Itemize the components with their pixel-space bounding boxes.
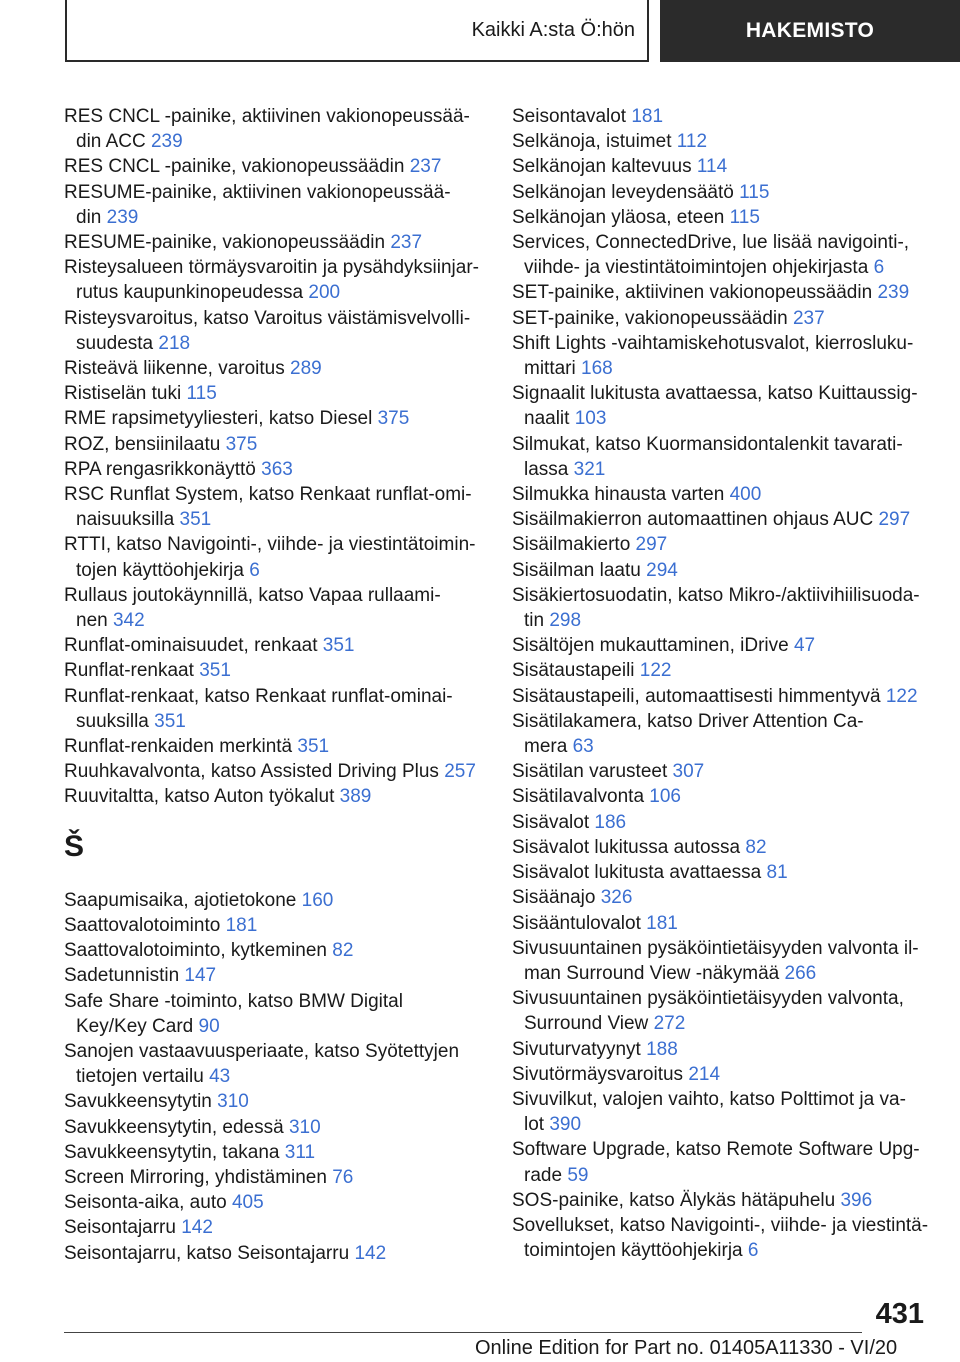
page-link[interactable]: 321: [573, 458, 606, 480]
index-entry: [64, 180, 484, 230]
entry-text: toimintojen käyttöohjekirja: [524, 1240, 748, 1262]
entry-text: Sisätilakamera, katso Driver Attention Ca-: [512, 710, 864, 732]
entry-text: Savukkeensytytin, takana: [64, 1141, 285, 1163]
entry-text: tojen käyttöohjekirja: [76, 559, 250, 581]
page-link[interactable]: 307: [672, 761, 705, 783]
entry-text: Savukkeensytytin, edessä: [64, 1116, 289, 1138]
page-link[interactable]: 186: [594, 811, 627, 833]
index-entry: [512, 154, 932, 179]
page-link[interactable]: 351: [154, 710, 186, 732]
entry-text: lot: [524, 1114, 550, 1136]
entry-text: suudesta: [76, 332, 159, 354]
section-tab-label: Kaikki A:sta Ö:hön: [471, 18, 635, 41]
index-entry: [64, 963, 484, 988]
page-link[interactable]: 82: [745, 836, 767, 858]
index-entry: [64, 1089, 484, 1114]
entry-text: Sisätaustapeili, automaattisesti himmentyvä: [512, 685, 886, 707]
page-link[interactable]: 6: [873, 257, 885, 279]
page-link[interactable]: 363: [261, 458, 293, 480]
index-entry: [512, 432, 932, 482]
entry-text: mera: [524, 736, 573, 758]
entry-text: Risteysalueen törmäysvaroitin ja pysähdyksiinjar-: [64, 257, 480, 279]
entry-text: Sivutörmäysvaroitus: [512, 1063, 689, 1085]
page-link[interactable]: 142: [181, 1217, 213, 1239]
page-link[interactable]: 142: [354, 1242, 387, 1264]
entry-text: Sisävalot: [512, 811, 595, 833]
entry-text: Signaalit lukitusta avattaessa, katso Kuittaussig-: [512, 383, 918, 405]
index-entry: [512, 180, 932, 205]
entry-text: Sisäänajo: [512, 887, 601, 909]
page-link[interactable]: 59: [567, 1164, 589, 1186]
entry-text: Sanojen vastaavuusperiaate, katso Syötettyjen: [64, 1040, 460, 1062]
index-entry: [64, 1190, 484, 1215]
page-link[interactable]: 181: [631, 106, 664, 127]
page-link[interactable]: 298: [549, 610, 582, 632]
page-link[interactable]: 43: [209, 1066, 231, 1088]
entry-text: Seisonta-aika, auto: [64, 1192, 232, 1214]
entry-text: Saattovalotoiminto: [64, 914, 226, 936]
entry-text: viihde- ja viestintätoimintojen ohjekirjasta: [524, 257, 874, 279]
entry-text: tin: [524, 610, 550, 632]
entry-text: Services, ConnectedDrive, lue lisää navigointi-,: [512, 232, 910, 254]
index-entry: [64, 1165, 484, 1190]
right-column: [512, 104, 932, 1263]
page-link[interactable]: 237: [792, 307, 825, 329]
index-entry: [64, 104, 484, 154]
page-link[interactable]: 76: [332, 1166, 354, 1188]
index-entry: [64, 759, 484, 784]
index-entry: [512, 558, 932, 583]
entry-text: Sisävalot lukitussa autossa: [512, 836, 746, 858]
index-entry: [512, 936, 932, 986]
page-link[interactable]: 257: [444, 761, 476, 783]
entry-text: SET-painike, vakionopeussäädin: [512, 307, 793, 329]
index-group-s-continued: [512, 104, 932, 1263]
entry-text: suuksilla: [76, 710, 155, 732]
page-link[interactable]: 239: [877, 282, 910, 304]
page-link[interactable]: 147: [184, 965, 217, 987]
entry-text: naisuuksilla: [76, 509, 180, 531]
page-link[interactable]: 400: [729, 484, 762, 506]
index-entry: [512, 1188, 932, 1213]
page-link[interactable]: 168: [581, 358, 613, 380]
index-entry: [64, 888, 484, 913]
page-link[interactable]: 405: [231, 1192, 264, 1214]
entry-text: Sivuturvatyynyt: [512, 1038, 647, 1060]
entry-text: naalit: [524, 408, 575, 430]
page-link[interactable]: 389: [339, 786, 372, 808]
index-entry: [512, 835, 932, 860]
entry-text: ROZ, bensiinilaatu: [64, 433, 226, 455]
page-link[interactable]: 239: [106, 206, 139, 228]
page-link[interactable]: 237: [390, 232, 423, 254]
index-entry: [512, 1062, 932, 1087]
page-link[interactable]: 239: [150, 131, 183, 153]
index-entry: [512, 1137, 932, 1187]
page-link[interactable]: 289: [290, 358, 322, 380]
entry-text: Saattovalotoiminto, kytkeminen: [64, 940, 333, 962]
entry-text: RES CNCL -painike, vakionopeussäädin: [64, 156, 410, 178]
page-link[interactable]: 115: [186, 383, 217, 405]
entry-text: Runflat-renkaiden merkintä: [64, 736, 298, 758]
page-link[interactable]: 326: [600, 887, 633, 909]
entry-text: din: [76, 206, 107, 228]
entry-text: mittari: [524, 358, 581, 380]
page-link[interactable]: 351: [297, 736, 330, 758]
page-link[interactable]: 297: [635, 534, 668, 556]
index-entry: [64, 1039, 484, 1089]
entry-text: Seisontajarru: [64, 1217, 182, 1239]
entry-text: Software Upgrade, katso Remote Software Upg-: [512, 1139, 920, 1161]
entry-text: Selkänojan leveydensäätö: [512, 181, 740, 203]
entry-text: Sisäkiertosuodatin, katso Mikro-/aktiivihiilisuoda-: [512, 584, 920, 606]
index-entry: [512, 885, 932, 910]
index-entry: [512, 911, 932, 936]
entry-text: RSC Runflat System, katso Renkaat runflat-omi-: [64, 484, 472, 506]
index-entry: [512, 532, 932, 557]
page-link[interactable]: 237: [409, 156, 442, 178]
index-entry: [64, 1115, 484, 1140]
page-link[interactable]: 272: [653, 1013, 686, 1035]
entry-text: RESUME-painike, aktiivinen vakionopeussää-: [64, 181, 451, 203]
index-entry: [512, 810, 932, 835]
entry-text: Shift Lights -vaihtamiskehotusvalot, kierrosluku-: [512, 332, 914, 354]
index-entry: [512, 129, 932, 154]
entry-text: Sivusuuntainen pysäköintietäisyyden valvonta,: [512, 988, 904, 1010]
entry-text: lassa: [524, 458, 574, 480]
entry-text: Silmukka hinausta varten: [512, 484, 730, 506]
entry-text: Safe Share -toiminto, katso BMW Digital: [64, 990, 403, 1012]
page-link[interactable]: 310: [288, 1116, 321, 1138]
page-link[interactable]: 47: [793, 635, 816, 657]
index-entry: [64, 432, 484, 457]
index-entry: [64, 684, 484, 734]
page-link[interactable]: 297: [878, 509, 911, 531]
page-link[interactable]: 266: [784, 962, 817, 984]
index-entry: [512, 381, 932, 431]
entry-text: Sisävalot lukitusta avattaessa: [512, 862, 767, 884]
entry-text: Sisätaustapeili: [512, 660, 640, 682]
section-tab[interactable]: [65, 0, 649, 62]
entry-text: Seisontavalot: [512, 106, 632, 127]
page-link[interactable]: 122: [639, 660, 672, 682]
entry-text: Sivusuuntainen pysäköintietäisyyden valvonta il-: [512, 937, 919, 959]
entry-text: Sisätilan varusteet: [512, 761, 673, 783]
entry-text: Selkänoja, istuimet: [512, 131, 677, 153]
entry-text: Runflat-renkaat, katso Renkaat runflat-ominai-: [64, 685, 453, 707]
page-link[interactable]: 375: [225, 433, 258, 455]
index-entry: [512, 759, 932, 784]
index-entry: [512, 205, 932, 230]
entry-text: Sadetunnistin: [64, 965, 185, 987]
entry-text: RESUME-painike, vakionopeussäädin: [64, 232, 391, 254]
index-entry: [512, 784, 932, 809]
index-entry: [512, 583, 932, 633]
index-entry: [512, 280, 932, 305]
index-entry: [64, 255, 484, 305]
entry-text: Runflat-ominaisuudet, renkaat: [64, 635, 323, 657]
page-link[interactable]: 218: [158, 332, 191, 354]
footer-text: Online Edition for Part no. 01405A11330 - VI/20: [475, 1337, 898, 1359]
index-entry: [512, 507, 932, 532]
entry-text: RTTI, katso Navigointi-, viihde- ja viestintätoimin-: [64, 534, 476, 556]
page-link[interactable]: 114: [696, 156, 728, 178]
index-entry: [512, 658, 932, 683]
page-link[interactable]: 181: [225, 914, 258, 936]
entry-text: Selkänojan kaltevuus: [512, 156, 697, 178]
index-entry: [512, 104, 932, 129]
index-entry: [64, 658, 484, 683]
page-link[interactable]: 122: [885, 685, 918, 707]
index-entry: [64, 306, 484, 356]
page-link[interactable]: 112: [676, 131, 708, 153]
index-entry: [64, 784, 484, 809]
index-entry: [512, 633, 932, 658]
index-entry: [64, 734, 484, 759]
index-group-s: [64, 888, 484, 1266]
entry-text: Sisäilman laatu: [512, 559, 647, 581]
index-entry: [64, 406, 484, 431]
page-link[interactable]: 188: [646, 1038, 678, 1060]
entry-text: SET-painike, aktiivinen vakionopeussäädin: [512, 282, 878, 304]
entry-text: RME rapsimetyyliesteri, katso Diesel: [64, 408, 378, 430]
index-entry: [64, 938, 484, 963]
entry-text: Silmukat, katso Kuormansidontalenkit tavarati-: [512, 433, 903, 455]
index-entry: [64, 482, 484, 532]
entry-text: Sivuvilkut, valojen vaihto, katso Polttimot ja va-: [512, 1088, 906, 1110]
section-letter: Š: [64, 829, 85, 863]
page-link[interactable]: 82: [332, 940, 354, 962]
index-entry: [512, 230, 932, 280]
page-link[interactable]: 6: [249, 559, 260, 581]
entry-text: RES CNCL -painike, aktiivinen vakionopeussää-: [64, 106, 470, 127]
index-entry: [64, 913, 484, 938]
index-entry: [64, 583, 484, 633]
entry-text: Risteysvaroitus, katso Varoitus väistämisvelvolli-: [64, 307, 471, 329]
index-entry: [64, 633, 484, 658]
index-entry: [64, 356, 484, 381]
page-link[interactable]: 200: [308, 282, 341, 304]
page-link[interactable]: 6: [747, 1240, 759, 1262]
page-link[interactable]: 351: [199, 660, 231, 682]
entry-text: Saapumisaika, ajotietokone: [64, 889, 302, 911]
index-entry: [64, 457, 484, 482]
index-entry: [512, 986, 932, 1036]
page-link[interactable]: 160: [301, 889, 334, 911]
entry-text: nen: [76, 610, 113, 632]
footer-divider: [64, 1332, 862, 1333]
entry-text: Sovellukset, katso Navigointi-, viihde- ja viestintä-: [512, 1214, 929, 1236]
index-entry: [512, 1087, 932, 1137]
entry-text: Seisontajarru, katso Seisontajarru: [64, 1242, 355, 1264]
page-link[interactable]: 396: [840, 1189, 873, 1211]
index-entry: [512, 1213, 932, 1263]
index-entry: [64, 1241, 484, 1266]
entry-text: rutus kaupunkinopeudessa: [76, 282, 309, 304]
entry-text: RPA rengasrikkonäyttö: [64, 458, 262, 480]
page-link[interactable]: 106: [649, 786, 681, 808]
index-entry: [512, 482, 932, 507]
entry-text: din ACC: [76, 131, 151, 153]
entry-text: rade: [524, 1164, 568, 1186]
index-entry: [512, 709, 932, 759]
page-link[interactable]: 342: [112, 610, 145, 632]
page-link[interactable]: 90: [198, 1015, 220, 1037]
entry-text: Risteävä liikenne, varoitus: [64, 358, 290, 380]
index-tab[interactable]: [660, 0, 960, 62]
index-entry: [64, 1215, 484, 1240]
entry-text: tietojen vertailu: [76, 1066, 210, 1088]
page-link[interactable]: 181: [646, 912, 678, 934]
index-entry: [512, 306, 932, 331]
page-link[interactable]: 390: [549, 1114, 582, 1136]
entry-text: Rullaus joutokäynnillä, katso Vapaa rullaami-: [64, 584, 441, 606]
page-link[interactable]: 63: [572, 736, 594, 758]
page-number: 431: [875, 1298, 924, 1330]
page-link[interactable]: 115: [739, 181, 770, 203]
entry-text: Ruuvitaltta, katso Auton työkalut: [64, 786, 340, 808]
page-link[interactable]: 351: [322, 635, 355, 657]
index-entry: [64, 230, 484, 255]
entry-text: Screen Mirroring, yhdistäminen: [64, 1166, 333, 1188]
page-link[interactable]: 311: [284, 1141, 316, 1163]
entry-text: Key/Key Card: [76, 1015, 199, 1037]
entry-text: Runflat-renkaat: [64, 660, 200, 682]
index-entry: [64, 989, 484, 1039]
entry-text: Ristiselän tuki: [64, 383, 187, 405]
index-entry: [512, 684, 932, 709]
entry-text: Sisääntulovalot: [512, 912, 647, 934]
page-link[interactable]: 351: [179, 509, 212, 531]
page-link[interactable]: 81: [766, 862, 788, 884]
left-column: [64, 104, 484, 1266]
index-entry: [64, 154, 484, 179]
entry-text: Sisältöjen mukauttaminen, iDrive: [512, 635, 794, 657]
entry-text: man Surround View -näkymää: [524, 962, 785, 984]
entry-text: Savukkeensytytin: [64, 1091, 218, 1113]
index-entry: [64, 1140, 484, 1165]
page-link[interactable]: 310: [217, 1091, 249, 1113]
page-link[interactable]: 375: [377, 408, 410, 430]
index-entry: [64, 532, 484, 582]
index-group-r: [64, 104, 484, 810]
page-link[interactable]: 294: [646, 559, 678, 581]
index-entry: [512, 860, 932, 885]
page-link[interactable]: 103: [574, 408, 607, 430]
entry-text: SOS-painike, katso Älykäs hätäpuhelu: [512, 1189, 841, 1211]
entry-text: Sisätilavalvonta: [512, 786, 650, 808]
entry-text: Surround View: [524, 1013, 654, 1035]
entry-text: Selkänojan yläosa, eteen: [512, 206, 730, 228]
entry-text: Sisäilmakierron automaattinen ohjaus AUC: [512, 509, 879, 531]
page-link[interactable]: 214: [688, 1063, 721, 1085]
index-entry: [512, 331, 932, 381]
entry-text: Sisäilmakierto: [512, 534, 636, 556]
entry-text: Ruuhkavalvonta, katso Assisted Driving Plus: [64, 761, 445, 783]
index-entry: [64, 381, 484, 406]
index-tab-label: HAKEMISTO: [745, 19, 875, 42]
page-link[interactable]: 115: [729, 206, 760, 228]
index-entry: [512, 1037, 932, 1062]
